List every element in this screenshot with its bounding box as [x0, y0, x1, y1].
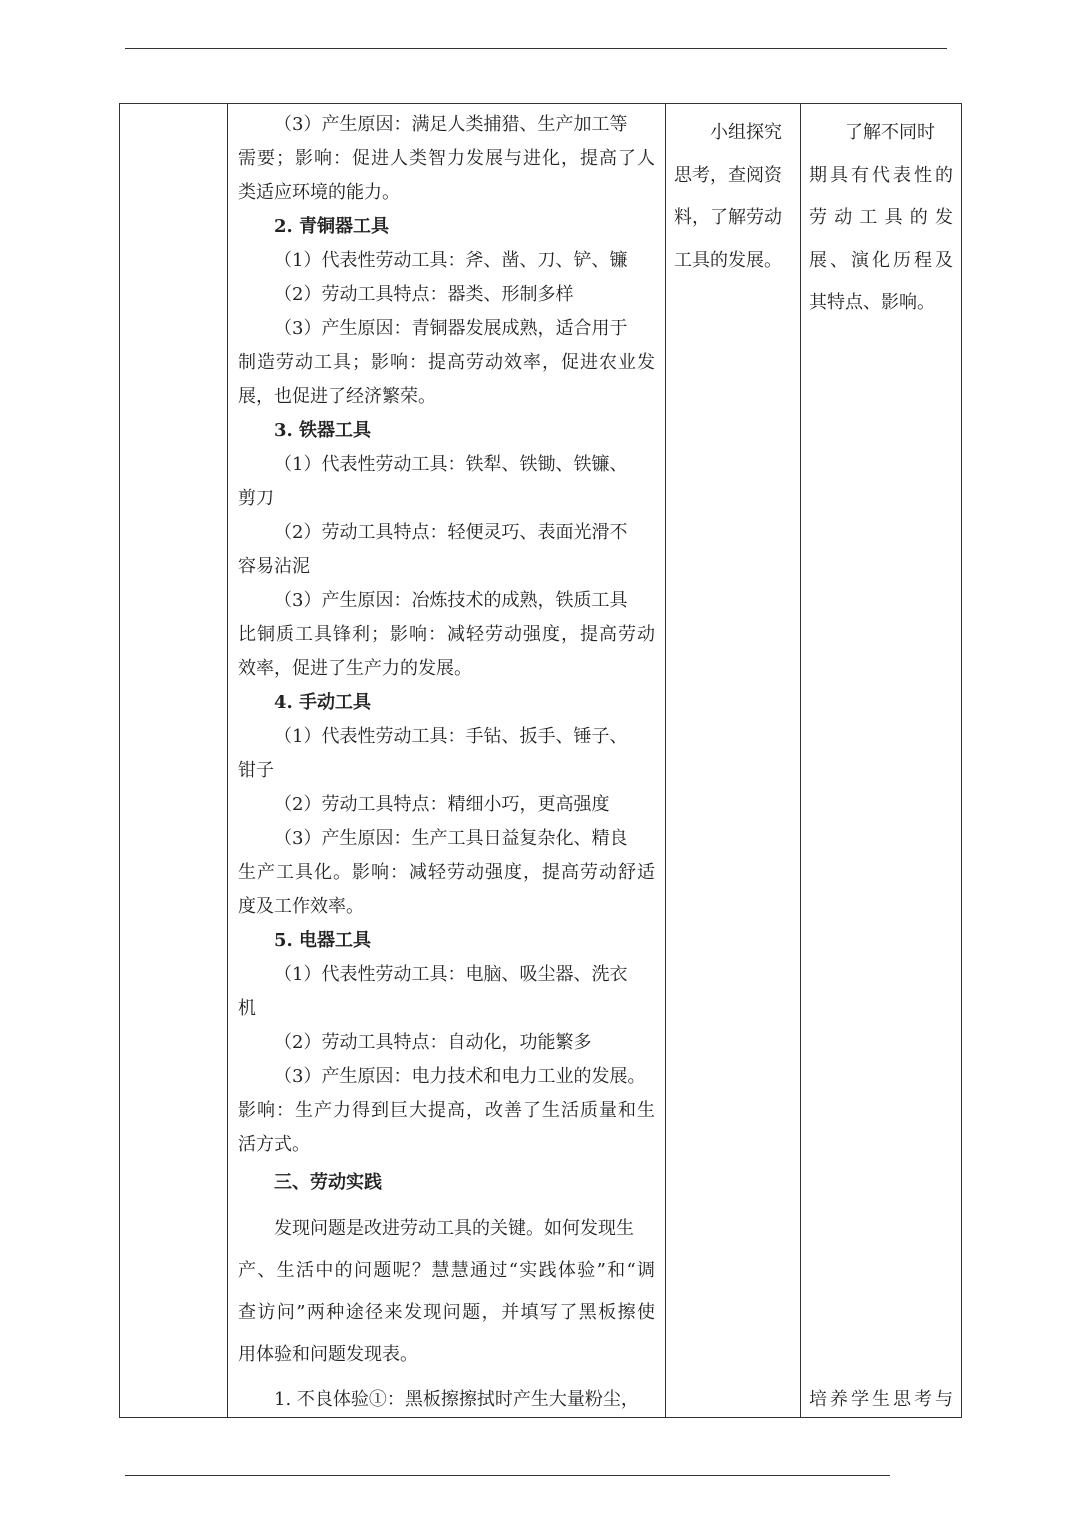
- content-line: 效率，促进了生产力的发展。: [238, 658, 472, 679]
- activity-line: 料，了解劳动: [674, 207, 782, 228]
- content-line: 类适应环境的能力。: [238, 182, 400, 203]
- content-line: 影响：生产力得到巨大提高，改善了生活质量和生: [238, 1100, 655, 1121]
- teaching-content-column: [228, 104, 665, 1417]
- activity-line: 小组探究: [710, 122, 782, 143]
- goal-line: 期具有代表性的: [809, 164, 953, 186]
- content-line: 1. 不良体验①：黑板擦擦拭时产生大量粉尘，: [274, 1389, 639, 1410]
- section-heading: 5. 电器工具: [274, 930, 372, 951]
- lesson-table: [119, 103, 962, 1418]
- content-line: （1）代表性劳动工具：手钻、扳手、锤子、: [274, 726, 628, 747]
- content-line: （1）代表性劳动工具：斧、凿、刀、铲、镰: [274, 250, 628, 271]
- content-line: 活方式。: [238, 1134, 310, 1155]
- content-line: 需要；影响：促进人类智力发展与进化，提高了人: [238, 148, 655, 169]
- goal-line: 展、演化历程及: [809, 249, 953, 271]
- content-line: 查访问”两种途径来发现问题，并填写了黑板擦使: [238, 1302, 655, 1323]
- content-line: （3）产生原因：电力技术和电力工业的发展。: [274, 1066, 646, 1087]
- content-line: 容易沾泥: [238, 556, 310, 577]
- activity-line: 思考，查阅资: [674, 164, 782, 186]
- content-line: 机: [238, 998, 256, 1019]
- header-rule: [125, 48, 947, 49]
- content-line: 生产工具化。影响：减轻劳动强度，提高劳动舒适: [238, 862, 655, 883]
- footer-rule: [125, 1475, 890, 1476]
- section-heading: 3. 铁器工具: [274, 420, 372, 441]
- section-heading: 2. 青铜器工具: [274, 216, 390, 237]
- content-line: （3）产生原因：冶炼技术的成熟，铁质工具: [274, 590, 628, 611]
- student-activity-column: [666, 104, 800, 1417]
- content-line: （3）产生原因：满足人类捕猎、生产加工等: [274, 114, 628, 135]
- activity-line: 工具的发展。: [674, 249, 782, 271]
- content-line: 用体验和问题发现表。: [238, 1344, 418, 1365]
- content-line: （1）代表性劳动工具：电脑、吸尘器、洗衣: [274, 964, 628, 985]
- content-line: （2）劳动工具特点：自动化，功能繁多: [274, 1032, 592, 1053]
- content-line: 度及工作效率。: [238, 896, 364, 917]
- content-line: 展，也促进了经济繁荣。: [238, 386, 436, 407]
- goal-line: 了解不同时: [845, 122, 935, 143]
- content-line: 产、生活中的问题呢？慧慧通过“实践体验”和“调: [238, 1260, 655, 1281]
- content-line: （2）劳动工具特点：器类、形制多样: [274, 284, 574, 305]
- design-intent-column: [801, 104, 961, 1417]
- goal-line: 劳动工具的发: [809, 207, 953, 228]
- content-line: 比铜质工具锋利；影响：减轻劳动强度，提高劳动: [238, 624, 655, 645]
- section-heading: 4. 手动工具: [274, 692, 372, 713]
- goal-line: 培养学生思考与: [809, 1389, 953, 1410]
- content-line: （3）产生原因：生产工具日益复杂化、精良: [274, 828, 628, 849]
- content-line: （3）产生原因：青铜器发展成熟，适合用于: [274, 318, 628, 339]
- content-line: （2）劳动工具特点：轻便灵巧、表面光滑不: [274, 522, 628, 543]
- content-line: 剪刀: [238, 488, 274, 509]
- content-line: 制造劳动工具；影响：提高劳动效率，促进农业发: [238, 352, 655, 373]
- content-line: 发现问题是改进劳动工具的关键。如何发现生: [274, 1218, 634, 1239]
- content-line: 钳子: [238, 760, 274, 781]
- goal-line: 其特点、影响。: [809, 292, 935, 313]
- content-line: （2）劳动工具特点：精细小巧，更高强度: [274, 794, 610, 815]
- content-line: （1）代表性劳动工具：铁犁、铁锄、铁镰、: [274, 454, 628, 475]
- section-heading: 三、劳动实践: [274, 1172, 382, 1193]
